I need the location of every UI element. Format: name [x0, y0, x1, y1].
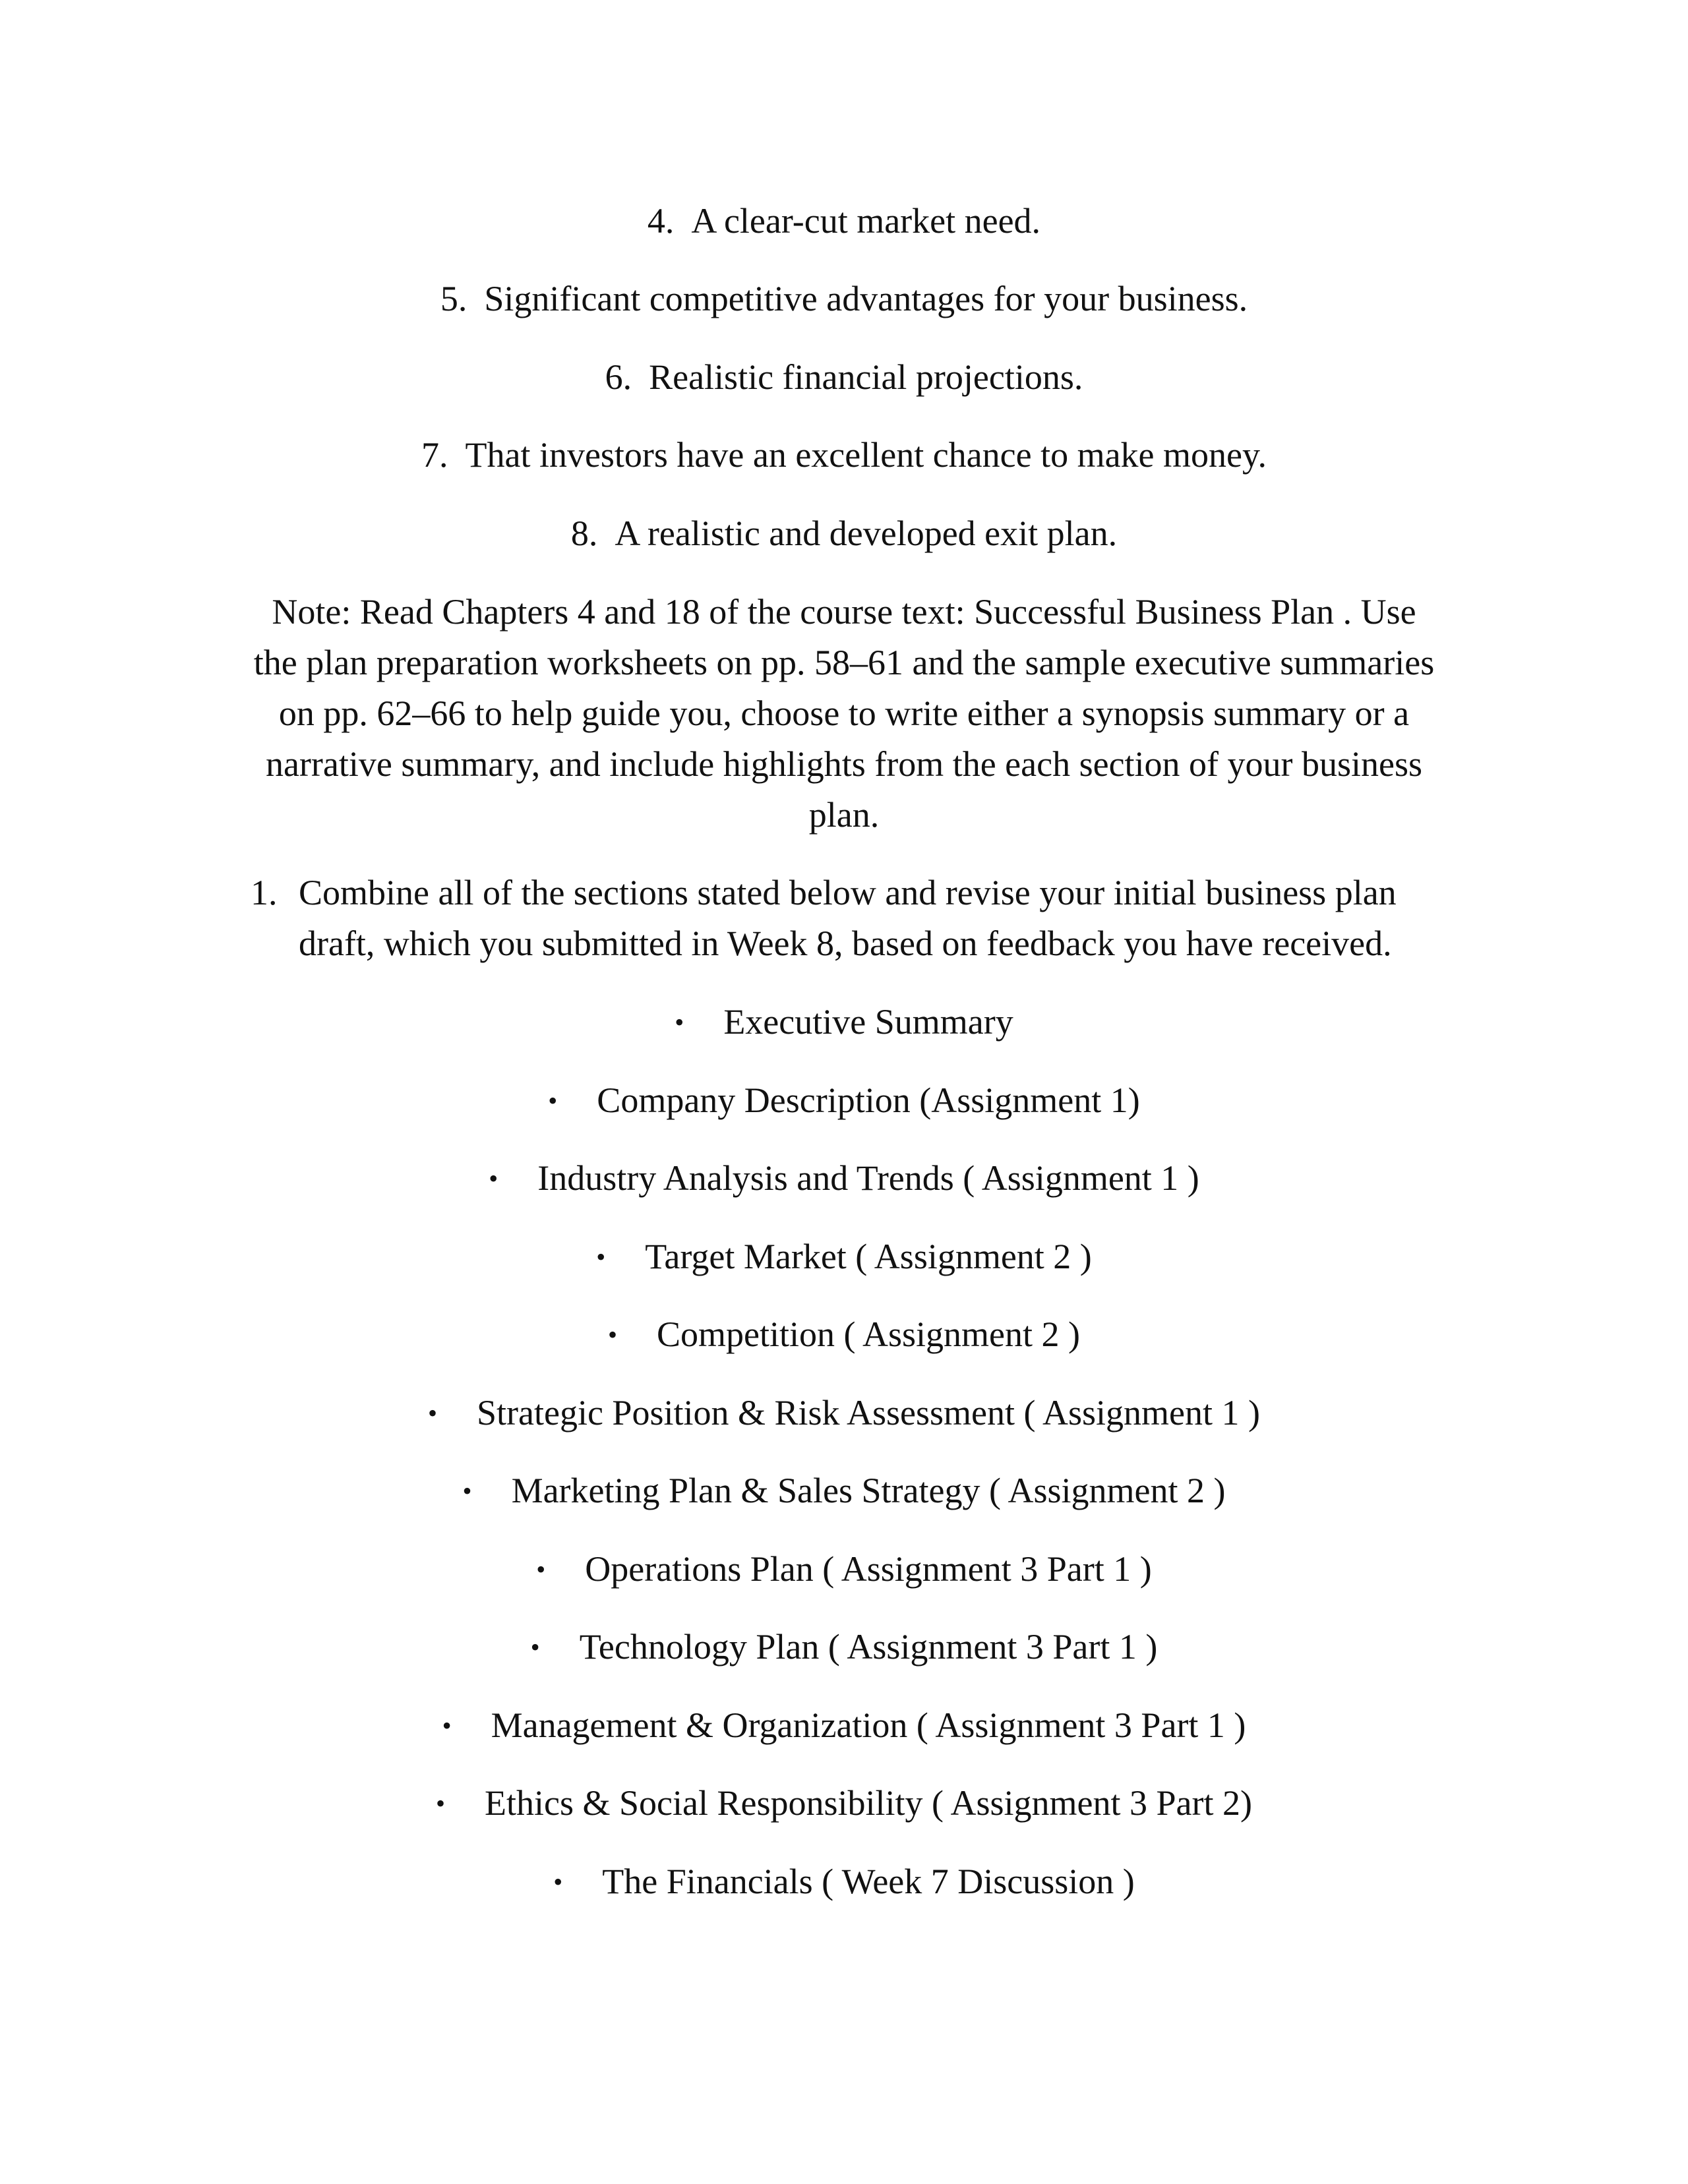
list-number: 8.: [570, 514, 598, 553]
list-text: That investors have an excellent chance to make money.: [465, 435, 1267, 475]
note-line: on pp. 62–66 to help guide you, choose to write either a synopsis summary or a: [278, 694, 1410, 733]
note-line: plan.: [808, 795, 880, 835]
section-item-company-description: [0, 1075, 1688, 1129]
section-item-technology-plan: [0, 1621, 1688, 1676]
section-label: Executive Summary: [723, 1002, 1013, 1042]
bullet-icon: •: [442, 1711, 452, 1740]
list-number: 7.: [421, 435, 448, 475]
bullet-icon: •: [489, 1164, 498, 1193]
section-label: Target Market ( Assignment 2 ): [645, 1237, 1092, 1276]
bullet-icon: •: [675, 1007, 684, 1037]
list-item-7: [0, 429, 1688, 481]
section-item-ethics: [0, 1777, 1688, 1832]
section-label: Company Description (Assignment 1): [597, 1080, 1140, 1120]
list-number: 6.: [605, 357, 632, 397]
section-item-target-market: [0, 1231, 1688, 1285]
list-item-4: [0, 195, 1688, 247]
section-label: Operations Plan ( Assignment 3 Part 1 ): [585, 1549, 1152, 1589]
list-text: A realistic and developed exit plan.: [615, 514, 1118, 553]
list-item-6: [0, 351, 1688, 403]
note-line: Note: Read Chapters 4 and 18 of the course text: Successful Business Plan . Use: [272, 592, 1416, 632]
section-label: Industry Analysis and Trends ( Assignment 1 ): [537, 1158, 1199, 1198]
bullet-icon: •: [427, 1398, 437, 1428]
note-line: narrative summary, and include highlights from the each section of your business: [265, 744, 1423, 784]
section-label: Management & Organization ( Assignment 3 Part 1 ): [491, 1705, 1246, 1745]
bullet-icon: •: [596, 1242, 606, 1272]
section-item-marketing-plan: [0, 1465, 1688, 1520]
section-label: Technology Plan ( Assignment 3 Part 1 ): [579, 1627, 1158, 1667]
section-item-industry-analysis: [0, 1152, 1688, 1207]
list-number: 5.: [440, 279, 467, 318]
list-text: Realistic financial projections.: [649, 357, 1083, 397]
list-item-5: [0, 273, 1688, 324]
bullet-icon: •: [548, 1086, 558, 1115]
section-item-management: [0, 1699, 1688, 1754]
section-label: Competition ( Assignment 2 ): [657, 1314, 1080, 1354]
section-label: Marketing Plan & Sales Strategy ( Assignment 2 ): [511, 1471, 1226, 1510]
bullet-icon: •: [530, 1632, 540, 1662]
bullet-icon: •: [536, 1554, 546, 1584]
section-item-competition: [0, 1309, 1688, 1363]
bullet-icon: •: [436, 1788, 446, 1818]
instruction-line-2: draft, which you submitted in Week 8, based on feedback you have received.: [299, 924, 1392, 963]
section-label: Ethics & Social Responsibility ( Assignment 3 Part 2): [485, 1783, 1252, 1823]
list-number: 4.: [647, 201, 675, 241]
list-item-8: [0, 508, 1688, 559]
instruction-line-1: Combine all of the sections stated below and revise your initial business plan: [299, 873, 1397, 912]
list-text: Significant competitive advantages for your business.: [484, 279, 1248, 318]
bullet-icon: •: [607, 1320, 617, 1349]
section-item-financials: [0, 1856, 1688, 1910]
section-item-operations-plan: [0, 1543, 1688, 1598]
bullet-icon: •: [462, 1476, 472, 1506]
section-item-strategic-position: [0, 1387, 1688, 1442]
section-item-executive-summary: [0, 996, 1688, 1051]
note-line: the plan preparation worksheets on pp. 58–61 and the sample executive summaries: [253, 643, 1435, 682]
section-label: Strategic Position & Risk Assessment ( Assignment 1 ): [476, 1393, 1261, 1432]
note-paragraph: [198, 587, 1490, 841]
section-label: The Financials ( Week 7 Discussion ): [602, 1862, 1135, 1901]
list-number: 1.: [251, 873, 278, 912]
list-text: A clear-cut market need.: [691, 201, 1041, 241]
bullet-icon: •: [553, 1867, 563, 1897]
